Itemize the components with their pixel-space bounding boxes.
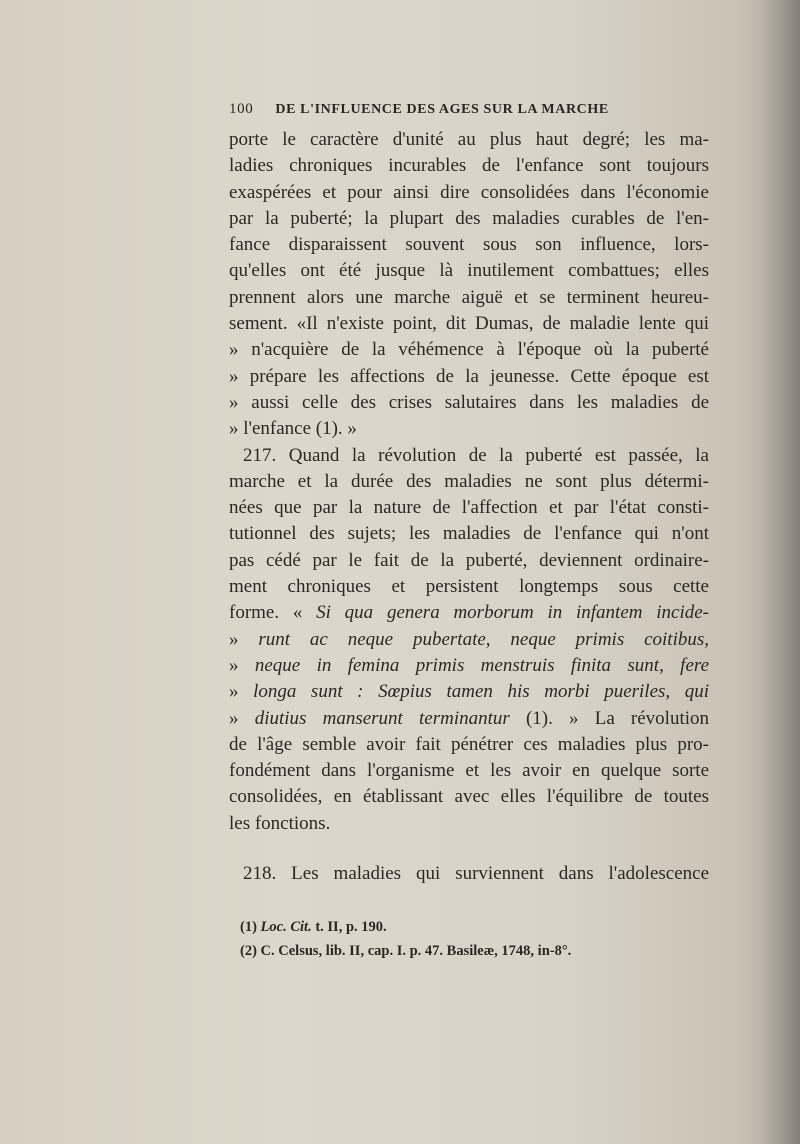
latin-quote: longa sunt : Sœpius tamen his morbi pueriles, qui xyxy=(253,681,709,703)
text-span: forme. « xyxy=(229,602,317,624)
running-header xyxy=(229,101,659,118)
latin-quote: diutius manserunt terminantur xyxy=(254,707,510,729)
footnotes xyxy=(240,915,700,963)
text-line: de l'âge semble avoir fait pénétrer ces maladies plus pro- xyxy=(229,733,709,755)
text-line: nées que par la nature de l'affection et par l'état consti- xyxy=(229,497,709,519)
quote-mark: » xyxy=(229,654,255,676)
text-line xyxy=(229,653,709,679)
text-line xyxy=(229,600,709,626)
footnote-2: (2) C. Celsus, lib. II, cap. I. p. 47. Basileæ, 1748, in-8°. xyxy=(240,943,572,959)
text-line: les fonctions. xyxy=(229,812,331,834)
text-line: » aussi celle des crises salutaires dans les maladies de xyxy=(229,391,709,413)
body-text xyxy=(229,127,709,887)
text-span: (1). » La révolution xyxy=(509,707,710,729)
text-line: » prépare les affections de la jeunesse. Cette époque est xyxy=(229,365,709,387)
text-line: tutionnel des sujets; les maladies de l'enfance qui n'ont xyxy=(229,523,709,545)
footnote-mark: (1) xyxy=(240,919,261,935)
text-line xyxy=(229,679,709,705)
latin-quote: runt ac neque pubertate, neque primis coitibus, xyxy=(258,628,709,650)
text-line: exaspérées et pour ainsi dire consolidées dans l'économie xyxy=(229,181,709,203)
quote-mark: » xyxy=(229,681,254,703)
quote-mark: » xyxy=(229,707,255,729)
text-line: par la puberté; la plupart des maladies curables de l'en- xyxy=(229,207,709,229)
text-line: » l'enfance (1). » xyxy=(229,418,357,440)
latin-quote: Si qua genera morborum in infantem incide- xyxy=(316,602,709,624)
text-line: marche et la durée des maladies ne sont plus détermi- xyxy=(229,470,709,492)
text-line: qu'elles ont été jusque là inutilement combattues; elles xyxy=(229,260,709,282)
text-line: ladies chroniques incurables de l'enfance sont toujours xyxy=(229,155,709,177)
running-title: DE L'INFLUENCE DES AGES SUR LA MARCHE xyxy=(275,102,609,117)
text-line xyxy=(229,627,709,653)
text-line: fance disparaissent souvent sous son influence, lors- xyxy=(229,234,709,256)
footnote-source: Loc. Cit. xyxy=(260,919,312,935)
text-line: ment chroniques et persistent longtemps sous cette xyxy=(229,576,709,598)
page-edge-shadow xyxy=(760,0,800,1144)
page-number: 100 xyxy=(229,101,254,117)
text-line xyxy=(229,706,709,732)
text-line: consolidées, en établissant avec elles l'équilibre de toutes xyxy=(229,786,709,808)
text-line: » n'acquière de la véhémence à l'époque où la puberté xyxy=(229,339,709,361)
footnote-1 xyxy=(240,915,700,939)
text-line: prennent alors une marche aiguë et se terminent heureu- xyxy=(229,286,709,308)
paragraph-217-line: 217. Quand la révolution de la puberté est passée, la xyxy=(243,444,709,466)
footnote-ref: t. II, p. 190. xyxy=(311,919,387,935)
quote-mark: » xyxy=(229,628,259,650)
text-line: pas cédé par le fait de la puberté, deviennent ordinaire- xyxy=(229,549,709,571)
text-line: fondément dans l'organisme et les avoir en quelque sorte xyxy=(229,760,709,782)
latin-quote: neque in femina primis menstruis finita sunt, fere xyxy=(254,654,709,676)
paragraph-gap xyxy=(229,837,709,861)
paragraph-218-line: 218. Les maladies qui surviennent dans l'adolescence xyxy=(243,863,709,885)
text-line: sement. «Il n'existe point, dit Dumas, de maladie lente qui xyxy=(229,313,709,335)
text-line: porte le caractère d'unité au plus haut degré; les ma- xyxy=(229,129,709,150)
